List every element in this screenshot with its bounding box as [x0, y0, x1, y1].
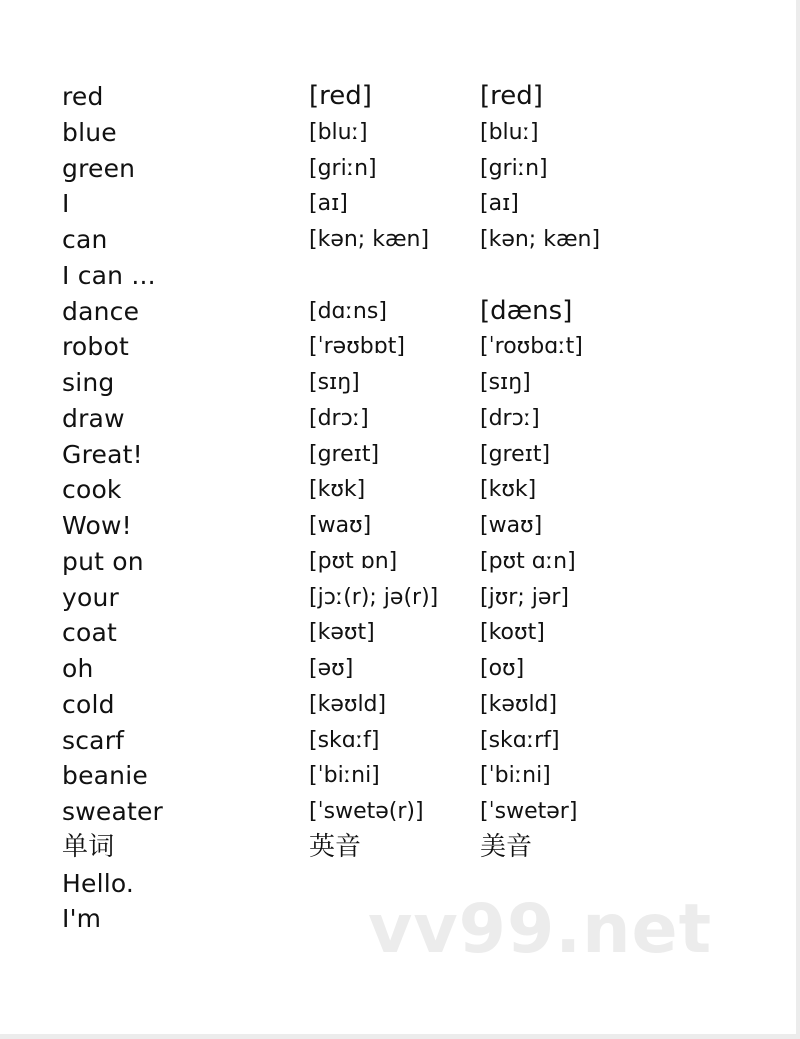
word-cell: Hello.: [62, 868, 135, 898]
uk-phonetic-cell: [kəʊt]: [309, 620, 375, 646]
word-cell: put on: [62, 546, 144, 576]
us-phonetic-cell: [sɪŋ]: [480, 370, 531, 395]
uk-phonetic-cell: [greɪt]: [309, 441, 380, 467]
word-cell: Great!: [62, 439, 143, 469]
uk-phonetic-cell: [griːn]: [309, 155, 377, 181]
word-cell: coat: [62, 618, 117, 648]
uk-phonetic-cell: [pʊt ɒn]: [309, 548, 398, 574]
word-cell: scarf: [62, 725, 125, 755]
word-cell: your: [62, 582, 120, 612]
word-cell: cook: [62, 475, 122, 505]
uk-phonetic-cell: [sɪŋ]: [309, 370, 360, 395]
us-phonetic-cell: [bluː]: [480, 119, 539, 145]
us-phonetic-cell: [skɑːrf]: [480, 727, 560, 753]
us-phonetic-cell: [koʊt]: [480, 620, 545, 646]
word-cell: green: [62, 153, 136, 183]
us-phonetic-cell: [ˈbiːni]: [480, 763, 551, 789]
uk-phonetic-cell: [əʊ]: [309, 656, 354, 681]
word-cell: Wow!: [62, 511, 132, 540]
word-column-header: 单词: [62, 831, 115, 862]
word-cell: I: [62, 189, 70, 219]
uk-phonetic-cell: [kən; kæn]: [309, 227, 430, 252]
watermark: vv99.net: [368, 890, 713, 969]
us-phonetic-cell: [jʊr; jər]: [480, 584, 570, 610]
word-cell: blue: [62, 117, 117, 147]
word-cell: I can ...: [62, 260, 156, 290]
word-cell: dance: [62, 296, 140, 326]
uk-phonetic-cell: [red]: [309, 81, 372, 111]
us-phonetic-cell: [kʊk]: [480, 477, 537, 503]
uk-phonetic-cell: [waʊ]: [309, 513, 372, 538]
uk-phonetic-cell: [bluː]: [309, 119, 368, 145]
word-cell: I'm: [62, 904, 102, 934]
uk-phonetic-cell: [kʊk]: [309, 477, 366, 503]
word-cell: beanie: [62, 761, 148, 791]
us-phonetic-cell: [aɪ]: [480, 191, 519, 217]
uk-phonetic-cell: [ˈrəʊbɒt]: [309, 334, 405, 360]
uk-phonetic-cell: [ˈbiːni]: [309, 763, 380, 789]
uk-phonetic-cell: [ˈswetə(r)]: [309, 799, 424, 824]
word-cell: draw: [62, 403, 125, 433]
word-cell: red: [62, 82, 104, 111]
us-phonetic-cell: [drɔː]: [480, 405, 540, 431]
us-phonetic-cell: [kəʊld]: [480, 691, 558, 717]
word-cell: sweater: [62, 797, 164, 826]
uk-phonetic-cell: [drɔː]: [309, 405, 369, 431]
us-phonetic-cell: [waʊ]: [480, 513, 543, 538]
word-cell: oh: [62, 654, 94, 683]
uk-phonetic-cell: [jɔː(r); jə(r)]: [309, 584, 439, 610]
us-phonetic-cell: [ˈroʊbɑːt]: [480, 334, 583, 360]
uk-phonetic-cell: [dɑːns]: [309, 298, 387, 324]
uk-phonetic-cell: [aɪ]: [309, 191, 348, 217]
word-cell: cold: [62, 689, 115, 719]
us-column-header: 美音: [480, 831, 533, 862]
us-phonetic-cell: [griːn]: [480, 155, 548, 181]
uk-phonetic-cell: [kəʊld]: [309, 691, 387, 717]
word-cell: robot: [62, 332, 129, 362]
word-cell: sing: [62, 368, 115, 397]
us-phonetic-cell: [pʊt ɑːn]: [480, 548, 576, 574]
us-phonetic-cell: [greɪt]: [480, 441, 551, 467]
us-phonetic-cell: [oʊ]: [480, 656, 525, 681]
uk-phonetic-cell: [skɑːf]: [309, 727, 380, 753]
us-phonetic-cell: [dæns]: [480, 295, 573, 326]
us-phonetic-cell: [red]: [480, 81, 543, 111]
word-cell: can: [62, 225, 108, 254]
uk-column-header: 英音: [309, 831, 362, 862]
us-phonetic-cell: [kən; kæn]: [480, 227, 601, 252]
us-phonetic-cell: [ˈswetər]: [480, 799, 578, 824]
